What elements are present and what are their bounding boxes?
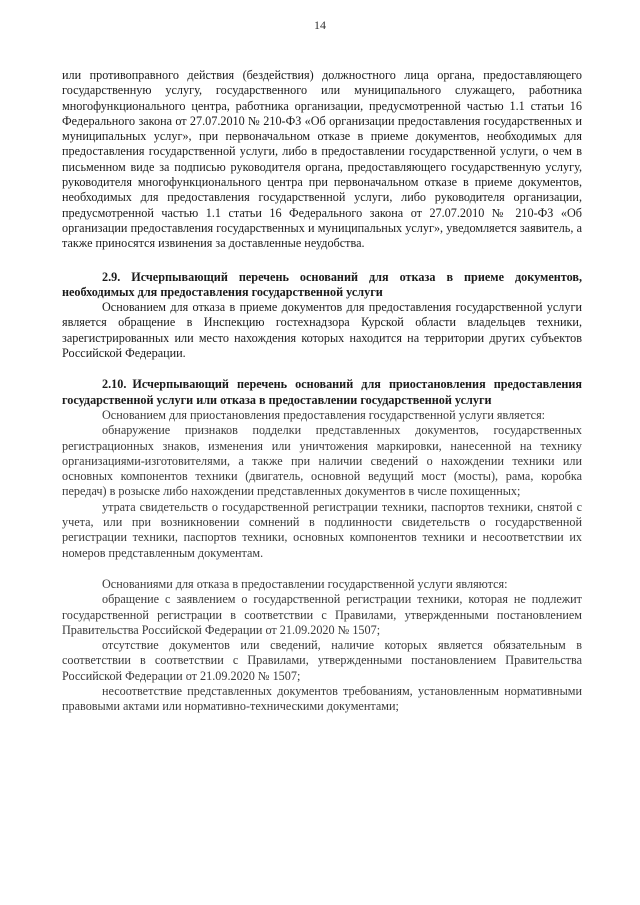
suspension-item-1: обнаружение признаков подделки представленных документов, государственных регистрационных знаков, изменения или уничтожения маркировки, нанесенной на технику организациями-изготовителями, а также при наличии сведений о нахождении техники или основных компонентов техники (двигатель, основной ведущий мост (мосты), рама, коробка передач) в розыске либо нахождении представленных документов в числе похищенных; [62,423,582,499]
page-number: 14 [314,18,326,32]
section-2-10-number: 2.10. [102,377,127,392]
refusal-item-1: обращение с заявлением о государственной регистрации техники, которая не подлежит государственной регистрации в соответствии с Правилами, утвержденными постановлением Правительства Российской Федерации от 21.09.2020 № 1507; [62,592,582,637]
document-body [62,68,582,715]
section-2-10-title: Исчерпывающий перечень оснований для приостановления предоставления государственной услуги или отказа в предоставлении государственной услуги [62,377,582,407]
section-2-9-heading: 2.9. Исчерпывающий перечень оснований для отказа в приеме документов, необходимых для предоставления государственной услуги [62,269,582,299]
section-2-10-intro: Основанием для приостановления предоставления государственной услуги является: [102,407,546,422]
paragraph-continuation: или противоправного действия (бездействия) должностного лица органа, предоставляющего государственную услугу, государственного или муниципального служащего, работника многофункционального центра, работника организации, предусмотренной частью 1.1 статьи 16 Федерального закона от 27.07.2010 № 210-ФЗ «Об организации предоставления государственных и муниципальных услуг», при первоначальном отказе в приеме документов, необходимых для предоставления государственной услуги, либо в предоставлении государственной услуги, о чем в письменном виде за подписью руководителя органа, предоставляющего государственную услугу, руководителя многофункционального центра при первоначальном отказе в приеме документов, необходимых для предоставления государственной услуги, либо руководителя организации, предусмотренной частью 1.1 статьи 16 Федерального закона от 27.07.2010 № 210-ФЗ «Об организации предоставления государственных и муниципальных услуг», уведомляется заявитель, а также приносятся извинения за доставленные неудобства. [62,68,582,251]
refusal-item-3: несоответствие представленных документов требованиям, установленным нормативными правовыми актами или нормативно-техническими документами; [62,683,582,714]
section-2-9-text: Основанием для отказа в приеме документов для предоставления государственной услуги является обращение в Инспекцию гостехнадзора Курской области владельцев техники, зарегистрированных или место нахождения которых находится на территории других субъектов Российской Федерации. [62,300,582,361]
section-2-10-heading [62,377,582,408]
refusal-item-2: отсутствие документов или сведений, наличие которых является обязательным в соответствии в соответствии с Правилами, утвержденными постановлением Правительства Российской Федерации от 21.09.2020 № 1507; [62,638,582,683]
refusal-intro: Основаниями для отказа в предоставлении государственной услуги являются: [102,576,508,591]
suspension-item-2: утрата свидетельств о государственной регистрации техники, паспортов техники, снятой с учета, или при возникновении сомнений в подлинности свидетельств о государственной регистрации техники, паспортов техники, основных компонентов техники и несоответствии их номеров представленным документам. [62,499,582,560]
